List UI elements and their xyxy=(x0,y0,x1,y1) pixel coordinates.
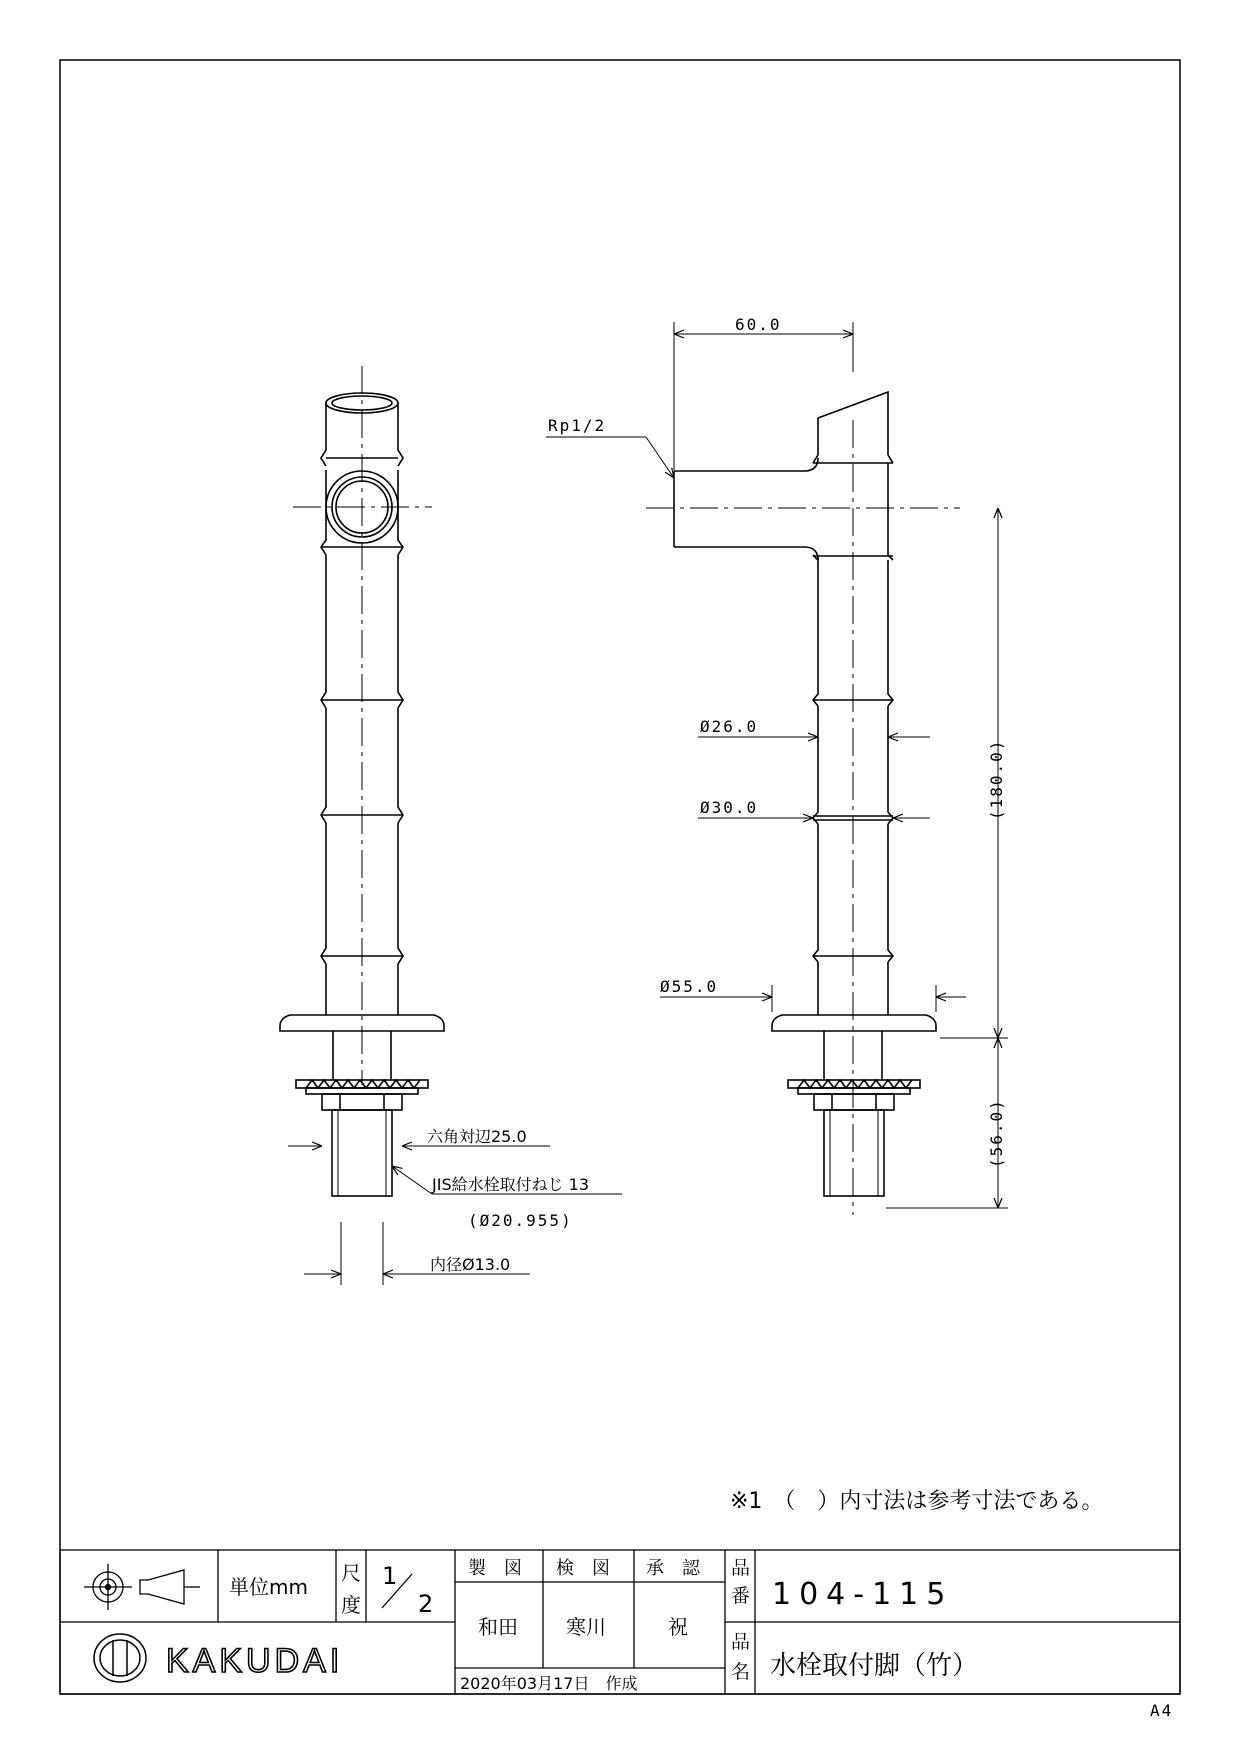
scale-fraction xyxy=(382,1562,433,1618)
part-number: 104-115 xyxy=(772,1577,954,1612)
third-angle-projection-icon xyxy=(84,1564,200,1610)
paper-size: A4 xyxy=(1150,1701,1174,1720)
jis-thread-label: JIS給水栓取付ねじ 13 xyxy=(432,1175,590,1194)
part-name-label-top: 品 xyxy=(731,1631,751,1653)
drawing-border xyxy=(60,60,1180,1694)
brand-wordmark: KAKUDAI xyxy=(166,1642,344,1680)
made-by: 和田 xyxy=(478,1615,518,1639)
approve-by: 祝 xyxy=(668,1615,688,1639)
dia-55-label: Ø55.0 xyxy=(660,977,719,996)
length-56-label: (56.0) xyxy=(987,1098,1006,1168)
dia-30-label: Ø30.0 xyxy=(700,798,759,817)
width-60-label: 60.0 xyxy=(735,315,782,334)
check-by: 寒川 xyxy=(566,1615,606,1639)
made-label: 製 図 xyxy=(468,1558,522,1579)
date-created: 2020年03月17日 作成 xyxy=(460,1674,638,1693)
approve-label: 承 認 xyxy=(646,1558,700,1579)
part-no-label-bottom: 番 xyxy=(731,1585,751,1607)
reference-note: ※1 （ ）内寸法は参考寸法である。 xyxy=(730,1489,1104,1514)
inner-dia-label: 内径Ø13.0 xyxy=(430,1255,511,1274)
scale-label-top: 尺 xyxy=(341,1561,361,1585)
dia-26-label: Ø26.0 xyxy=(700,717,759,736)
part-name: 水栓取付脚（竹） xyxy=(770,1651,979,1681)
kakudai-logo xyxy=(94,1634,343,1682)
check-label: 検 図 xyxy=(556,1558,610,1579)
rp-thread-label: Rp1/2 xyxy=(548,416,607,435)
unit-label: 単位mm xyxy=(229,1575,308,1599)
length-180-label: (180.0) xyxy=(987,738,1006,820)
part-name-label-bottom: 名 xyxy=(731,1661,751,1683)
scale-numerator: 1 xyxy=(382,1562,398,1590)
scale-denominator: 2 xyxy=(418,1590,434,1618)
part-no-label-top: 品 xyxy=(731,1557,751,1579)
scale-label-bottom: 度 xyxy=(341,1593,361,1617)
jis-dia-label: (Ø20.955) xyxy=(468,1211,573,1230)
hex-dim-label: 六角対辺25.0 xyxy=(427,1127,527,1146)
front-view xyxy=(280,366,444,1196)
side-dimensions xyxy=(546,322,1008,1208)
side-view xyxy=(646,392,960,1215)
